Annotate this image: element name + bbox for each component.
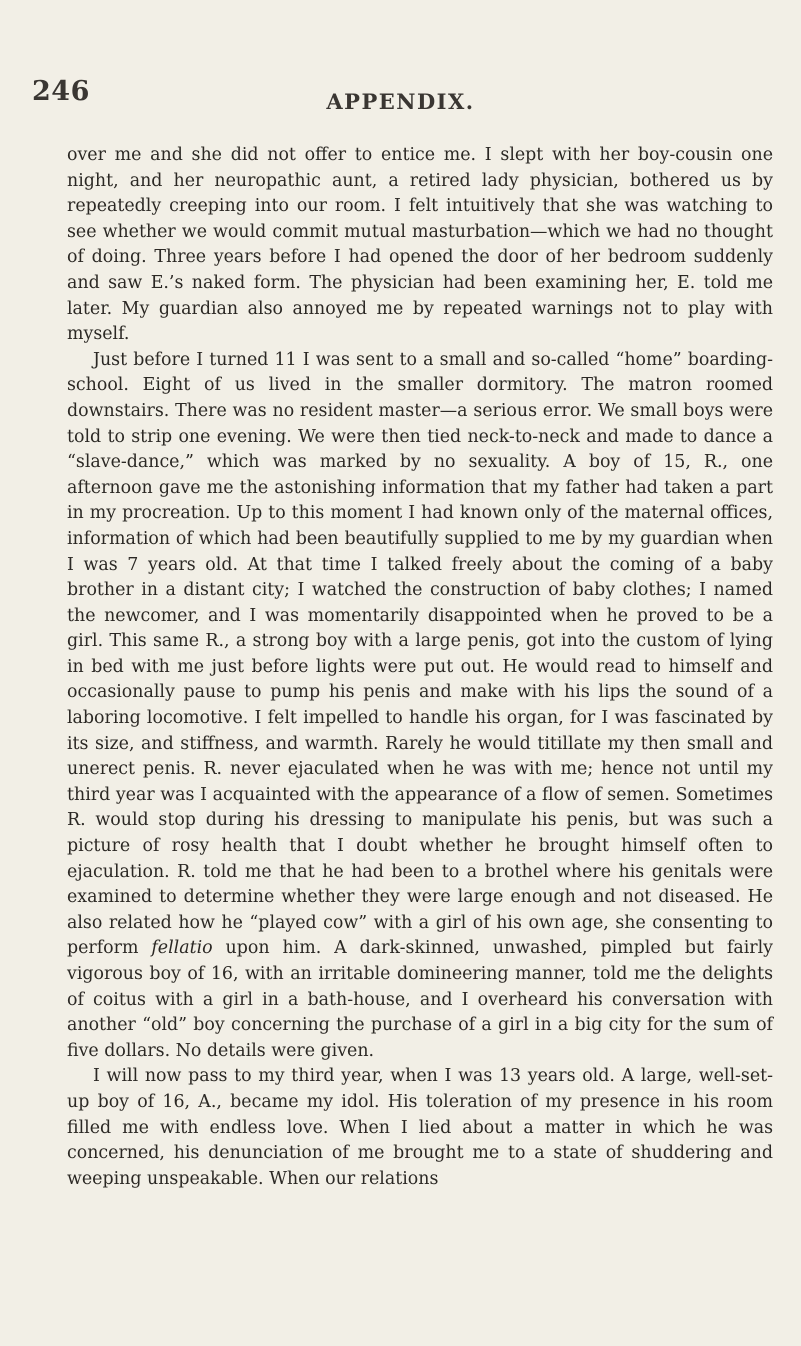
paragraph-continued: over me and she did not offer to entice me. I slept with her boy-cousin one night, and her neuropathic aunt, a retired lady physician, bothered us by repeatedly creeping into our room. I felt intuitively that she was watching to see whether we would commit mutual masturbation—which we had no thought of doing. Three years before I had opened the door of her bedroom suddenly and saw E.’s naked form. The physician had been examining her, E. told me later. My guardian also annoyed me by repeated warnings not to play with myself. [67, 145, 773, 345]
page-number: 246 [32, 76, 90, 107]
paragraph-text-part: Just before I turned 11 I was sent to a small and so-called “home” boarding-school. Eight of us lived in the smaller dormitory. The matron roomed downstairs. There was no resident master—a serious error. We small boys were told to strip one evening. We were then tied neck-to-neck and made to dance a “slave-dance,” which was marked by no sexuality. A boy of 15, R., one afternoon gave me the astonishing information that my father had taken a part in my procreation. Up to this moment I had known only of the maternal offices, information of which had been beautifully supplied to me by my guardian when I was 7 years old. At that time I talked freely about the coming of a baby brother in a distant city; I watched the construction of baby clothes; I named the newcomer, and I was momentarily disappointed when he proved to be a girl. This same R., a strong boy with a large penis, got into the custom of lying in bed with me just before lights were put out. He would read to himself and occasionally pause to pump his penis and make with his lips the sound of a laboring locomotive. I felt impelled to handle his organ, for I was fascinated by its size, and stiffness, and warmth. Rarely he would titillate my then small and unerect penis. R. never ejaculated when he was with me; hence not until my third year was I acquainted with the appearance of a flow of semen. Sometimes R. would stop during his dressing to manipulate his penis, but was such a picture of rosy health that I doubt whether he brought himself often to ejaculation. R. told me that he had been to a brothel where his genitals were examined to determine whether they were large enough and not diseased. He also related how he “played cow” with a girl of his own age, she consenting to perform [67, 349, 773, 959]
body-text [67, 143, 773, 1192]
paragraph-boarding-school [67, 348, 773, 1065]
paragraph-third-year: I will now pass to my third year, when I was 13 years old. A large, well-set-up boy of 16, A., became my idol. His toleration of my presence in his room filled me with endless love. When I lied about a matter in which he was concerned, his denunciation of me brought me to a state of shuddering and weeping unspeakable. When our relations [67, 1066, 773, 1189]
italic-term: fellatio [151, 938, 213, 959]
running-head: APPENDIX. [326, 89, 475, 114]
paragraph-text-part: upon him. A dark-skinned, unwashed, pimpled but fairly vigorous boy of 16, with an irritable domineering manner, told me the delights of coitus with a girl in a bath-house, and I overheard his conversation with another “old” boy concerning the purchase of a girl in a big city for the sum of five dollars. No details were given. [67, 938, 773, 1061]
